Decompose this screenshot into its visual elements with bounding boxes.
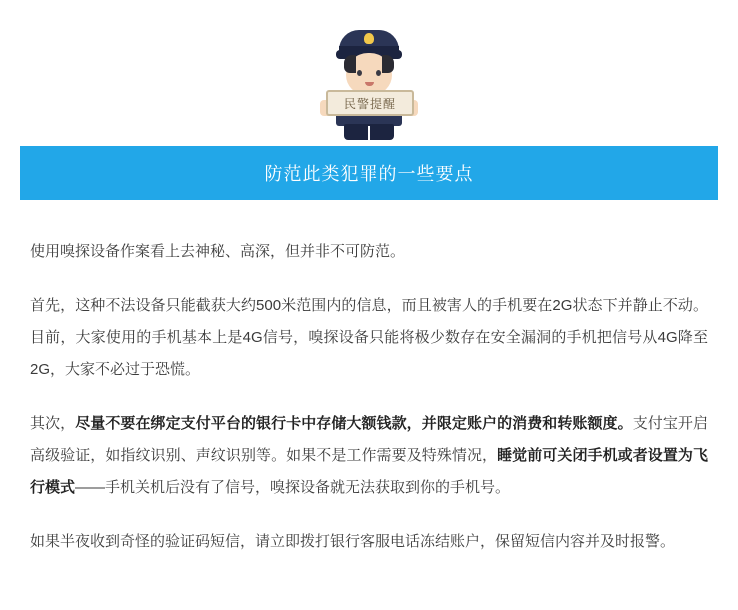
paragraph-3 xyxy=(30,408,708,504)
officer-hair-right xyxy=(382,55,394,73)
paragraph-3-run-4: 睡觉前可关闭手机或者设置为飞行模式 xyxy=(30,447,708,496)
officer-leg-split xyxy=(368,126,370,140)
officer-sign: 民警提醒 xyxy=(326,90,414,116)
paragraph-4-run-1: 如果半夜收到奇怪的验证码短信，请立即拨打银行客服电话冻结账户，保留短信内容并及时报警。 xyxy=(30,533,676,550)
officer-hair-left xyxy=(344,55,356,73)
officer-eye-right xyxy=(376,70,381,76)
police-badge-icon xyxy=(364,33,374,44)
paragraph-1 xyxy=(30,236,708,268)
paragraph-4 xyxy=(30,526,708,558)
officer-figure xyxy=(314,8,424,140)
paragraph-3-run-1: 其次， xyxy=(30,415,76,432)
police-officer-illustration xyxy=(0,0,738,140)
paragraph-2 xyxy=(30,290,708,386)
paragraph-3-run-5: ——手机关机后没有了信号，嗅探设备就无法获取到你的手机号。 xyxy=(75,479,511,496)
article-body xyxy=(0,200,738,558)
banner-title: 防范此类犯罪的一些要点 xyxy=(264,164,474,184)
section-banner xyxy=(20,146,718,200)
officer-eye-left xyxy=(357,70,362,76)
paragraph-3-run-3: 支付宝开启高级验证，如指纹识别、声纹识别等。如果不是工作需要及特殊情况， xyxy=(30,415,708,464)
paragraph-2-run-1: 首先，这种不法设备只能截获大约500米范围内的信息，而且被害人的手机要在2G状态下并静止不动。目前，大家使用的手机基本上是4G信号，嗅探设备只能将极少数存在安全漏洞的手机把信号从4G降至2G，大家不必过于恐慌。 xyxy=(30,297,708,378)
paragraph-1-run-1: 使用嗅探设备作案看上去神秘、高深，但并非不可防范。 xyxy=(30,243,406,260)
paragraph-3-run-2: 尽量不要在绑定支付平台的银行卡中存储大额钱款，并限定账户的消费和转账额度。 xyxy=(75,415,633,432)
